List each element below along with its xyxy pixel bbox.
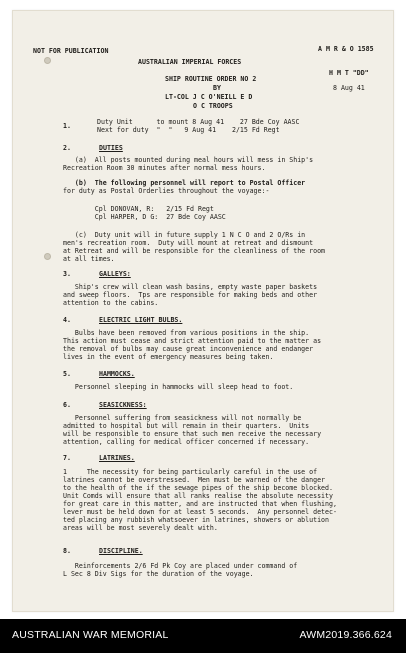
ship-designation: H M T "DD" — [329, 69, 369, 77]
section-body-line: Personnel suffering from seasickness will not normally be — [63, 414, 302, 422]
section-body-line: admitted to hospital but will remain in their quarters. Units — [63, 422, 310, 430]
section-heading: DUTIES — [99, 144, 123, 152]
section-body-line: Bulbs have been removed from various positions in the ship. — [63, 329, 310, 337]
document-page — [12, 10, 394, 612]
section-number: 2. — [63, 144, 71, 152]
section-heading: ELECTRIC LIGHT BULBS. — [99, 316, 183, 324]
footer-institution: AUSTRALIAN WAR MEMORIAL — [12, 629, 169, 641]
section-body-line: lives in the event of emergency measures being taken. — [63, 353, 274, 361]
section-number: 6. — [63, 401, 71, 409]
section-body-line: latrines cannot be overstressed. Men must be warned of the danger — [63, 476, 326, 484]
section-body-line: 1 The necessity for being particularly careful in the use of — [63, 468, 318, 476]
order-date: 8 Aug 41 — [333, 84, 365, 92]
section-body-line: for great care in this matter, and are instructed that when flushing, — [63, 500, 337, 508]
section-body-line: for duty as Postal Orderlies throughout the voyage:- — [63, 187, 270, 195]
section-heading: HAMMOCKS. — [99, 370, 135, 378]
officer-role: O C TROOPS — [193, 102, 233, 110]
section-body-line: and sweep floors. Tps are responsible for making beds and other — [63, 291, 318, 299]
section-body-line: Reinforcements 2/6 Fd Pk Coy are placed under command of — [63, 562, 298, 570]
order-title: SHIP ROUTINE ORDER NO 2 — [165, 75, 257, 83]
section-body-line: (a) All posts mounted during meal hours will mess in Ship's — [63, 156, 314, 164]
section-body-line: ted placing any rubbish whatsoever in latrines, showers or ablution — [63, 516, 329, 524]
punch-hole — [44, 57, 51, 64]
section-heading: SEASICKNESS: — [99, 401, 147, 409]
section-number: 7. — [63, 454, 71, 462]
next-duty-line: Next for duty " " 9 Aug 41 2/15 Fd Regt — [97, 126, 280, 134]
section-number: 5. — [63, 370, 71, 378]
duty-unit-line: Duty Unit to mount 8 Aug 41 27 Bde Coy AASC — [97, 118, 300, 126]
section-body-line: This action must cease and strict attention paid to the matter as — [63, 337, 322, 345]
section-body-line: will be responsible to ensure that such men receive the necessary — [63, 430, 322, 438]
section-number: 4. — [63, 316, 71, 324]
section-body-line: lever must be held down for at least 5 seconds. Any personnel detec- — [63, 508, 337, 516]
section-body-line: attention, calling for medical officer concerned if necessary. — [63, 438, 310, 446]
section-body-line: (b) The following personnel will report to Postal Officer — [63, 179, 306, 187]
section-body-line: at Retreat and will be responsible for the cleanliness of the room — [63, 247, 326, 255]
section-body-line: (c) Duty unit will in future supply 1 N C O and 2 O/Rs in — [63, 231, 306, 239]
archive-footer — [0, 619, 406, 653]
section-body-line: the removal of bulbs may cause great inconvenience and endanger — [63, 345, 314, 353]
section-heading: DISCIPLINE. — [99, 547, 143, 555]
section-number: 8. — [63, 547, 71, 555]
section-body-line: attention to the cabins. — [63, 299, 159, 307]
force-name: AUSTRALIAN IMPERIAL FORCES — [138, 58, 242, 66]
section-body-line: areas will be most severely dealt with. — [63, 524, 218, 532]
section-body-line: Unit Comds will ensure that all ranks realise the absolute necessity — [63, 492, 333, 500]
section-body-line: Cpl HARPER, D G: 27 Bde Coy AASC — [63, 213, 226, 221]
reference-number: A M R & O 1585 — [318, 45, 374, 53]
section-heading: GALLEYS: — [99, 270, 131, 278]
section-body-line: L Sec 8 Div Sigs for the duration of the voyage. — [63, 570, 254, 578]
punch-hole — [44, 253, 51, 260]
footer-accession-number: AWM2019.366.624 — [299, 629, 392, 641]
section-body-line: Personnel sleeping in hammocks will sleep head to foot. — [63, 383, 294, 391]
section-body-line: Cpl DONOVAN, R: 2/15 Fd Regt — [63, 205, 214, 213]
publication-notice: NOT FOR PUBLICATION — [33, 47, 109, 55]
issuing-officer: LT-COL J C O'NEILL E D — [165, 93, 253, 101]
order-by: BY — [213, 84, 221, 92]
section-number: 3. — [63, 270, 71, 278]
section-body-line: Ship's crew will clean wash basins, empty waste paper baskets — [63, 283, 318, 291]
item-number: 1. — [63, 122, 71, 130]
section-body-line: men's recreation room. Duty will mount at retreat and dismount — [63, 239, 314, 247]
section-heading: LATRINES. — [99, 454, 135, 462]
section-body-line: to the health of the if the sewage pipes of the ship become blocked. — [63, 484, 333, 492]
section-body-line: Recreation Room 30 minutes after normal mess hours. — [63, 164, 266, 172]
section-body-line: at all times. — [63, 255, 115, 263]
